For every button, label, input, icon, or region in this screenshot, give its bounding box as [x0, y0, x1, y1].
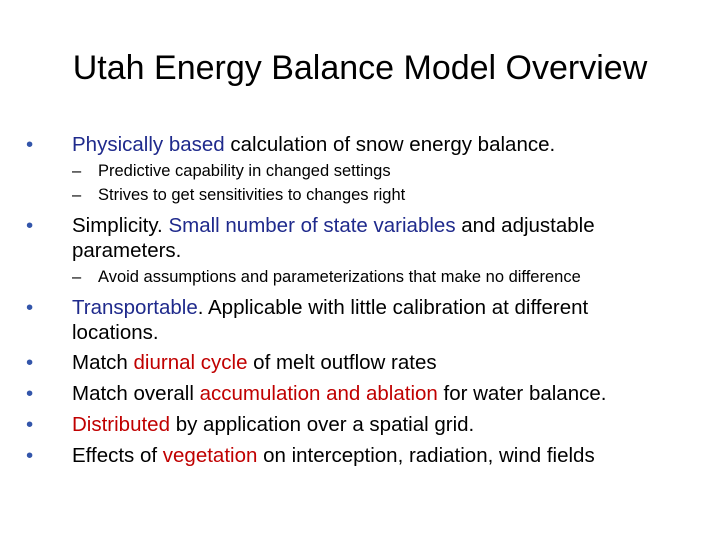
plain-text: Match overall: [72, 382, 200, 405]
bullet-text: [72, 381, 606, 406]
plain-text: on interception, radiation, wind fields: [257, 444, 595, 467]
bullet-text: [72, 132, 555, 157]
emphasis-text: Transportable: [72, 296, 198, 319]
bullet-text: locations.: [72, 321, 159, 344]
emphasis-text: Distributed: [72, 413, 170, 436]
bullet-text: [72, 213, 595, 238]
bullet-text: parameters.: [72, 239, 182, 262]
sub-bullet-text: Predictive capability in changed settings: [98, 162, 391, 180]
sub-bullet-dash: –: [72, 186, 82, 204]
plain-text: Match: [72, 351, 134, 374]
bullet-dot: •: [26, 133, 34, 156]
sub-bullet-avoid-assumptions: [72, 267, 581, 288]
bullet-text: [72, 295, 588, 320]
emphasis-text: accumulation and ablation: [199, 382, 438, 405]
emphasis-text: Small number of state variables: [168, 214, 456, 237]
sub-bullet-predictive: [72, 161, 391, 182]
emphasis-text: diurnal cycle: [133, 351, 248, 374]
plain-text: by application over a spatial grid.: [170, 413, 475, 436]
sub-bullet-sensitivities: [72, 185, 406, 206]
plain-text: Simplicity.: [72, 214, 169, 237]
sub-bullet-dash: –: [72, 162, 82, 180]
bullet-dot: •: [26, 382, 34, 405]
plain-text: Effects of: [72, 444, 163, 467]
emphasis-text: Physically based: [72, 133, 225, 156]
sub-bullet-text: Avoid assumptions and parameterizations that make no difference: [98, 268, 581, 286]
bullet-dot: •: [26, 413, 34, 436]
plain-text: for water balance.: [437, 382, 607, 405]
bullet-text: [72, 350, 437, 375]
plain-text: . Applicable with little calibration at different: [197, 296, 589, 319]
sub-bullet-dash: –: [72, 268, 82, 286]
plain-text: of melt outflow rates: [247, 351, 437, 374]
bullet-text: [72, 443, 595, 468]
bullet-text: [72, 412, 474, 437]
emphasis-text: vegetation: [162, 444, 258, 467]
bullet-dot: •: [26, 351, 34, 374]
bullet-dot: •: [26, 296, 34, 319]
bullet-dot: •: [26, 444, 34, 467]
sub-bullet-text: Strives to get sensitivities to changes right: [98, 186, 406, 204]
slide-title: Utah Energy Balance Model Overview: [72, 49, 648, 87]
plain-text: and adjustable: [455, 214, 595, 237]
plain-text: calculation of snow energy balance.: [224, 133, 556, 156]
bullet-dot: •: [26, 214, 34, 237]
